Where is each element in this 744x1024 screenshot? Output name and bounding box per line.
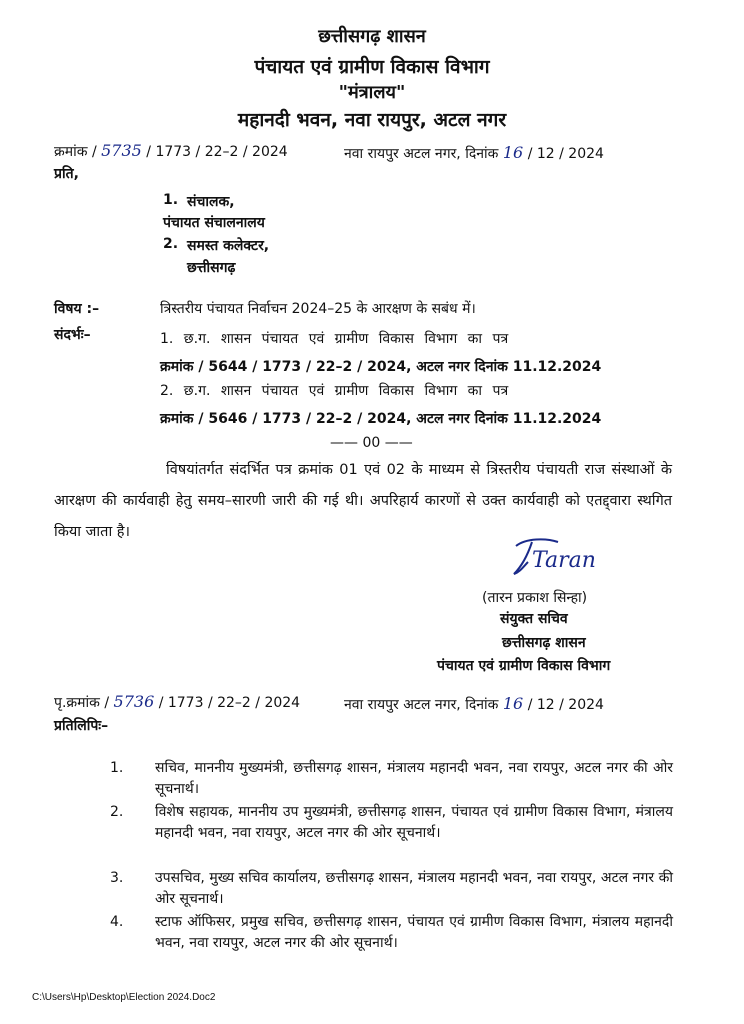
endorsement-place-label: नवा रायपुर अटल नगर, दिनांक bbox=[344, 697, 499, 713]
reference-1-line-1: 1. छ.ग. शासन पंचायत एवं ग्रामीण विकास विभाग का पत्र bbox=[160, 331, 509, 347]
body-paragraph-text: विषयांतर्गत संदर्भित पत्र क्रमांक 01 एवं 02 के माध्यम से त्रिस्तरीय पंचायती राज संस्थाओं के आरक्षण की कार्यवाही हेतु समय–सारणी जारी की गई थी। अपरिहार्य कारणों से उक्त कार्यवाही को एतद्द्वारा स्थगित किया जाता है। bbox=[54, 462, 672, 540]
copy-to-label: प्रतिलिपिः– bbox=[54, 718, 109, 734]
recipient-2-line-1: समस्त कलेक्टर, bbox=[187, 238, 270, 254]
endorsement-number-label: पृ.क्रमांक / bbox=[54, 695, 110, 711]
signatory-designation: संयुक्त सचिव bbox=[500, 611, 568, 627]
copy-1-number: 1. bbox=[110, 760, 124, 776]
endorsement-number-handwritten: 5736 bbox=[113, 692, 155, 711]
footer-file-path: C:\Users\Hp\Desktop\Election 2024.Doc2 bbox=[32, 992, 216, 1003]
recipient-1-line-1: संचालक, bbox=[187, 194, 235, 210]
order-number-rest: / 1773 / 22–2 / 2024 bbox=[146, 144, 288, 160]
letterhead-address: महानदी भवन, नवा रायपुर, अटल नगर bbox=[237, 109, 507, 131]
subject-label: विषय :– bbox=[54, 301, 100, 317]
signature-handwritten bbox=[506, 532, 596, 584]
references-label: संदर्भः– bbox=[54, 327, 91, 343]
signatory-govt: छत्तीसगढ़ शासन bbox=[502, 635, 586, 651]
copy-3-text: उपसचिव, मुख्य सचिव कार्यालय, छत्तीसगढ़ शासन, मंत्रालय महानदी भवन, नवा रायपुर, अटल नगर की ओर सूचनार्थ। bbox=[155, 870, 673, 907]
endorsement-number-rest: / 1773 / 22–2 / 2024 bbox=[158, 695, 301, 711]
prati-label: प्रति, bbox=[54, 166, 79, 182]
signatory-department: पंचायत एवं ग्रामीण विकास विभाग bbox=[437, 658, 611, 674]
reference-1-line-2: क्रमांक / 5644 / 1773 / 22–2 / 2024, अटल नगर दिनांक 11.12.2024 bbox=[160, 359, 602, 375]
reference-2-line-2: क्रमांक / 5646 / 1773 / 22–2 / 2024, अटल नगर दिनांक 11.12.2024 bbox=[160, 411, 602, 427]
recipient-2-number: 2. bbox=[163, 236, 179, 252]
letterhead-department: पंचायत एवं ग्रामीण विकास विभाग bbox=[254, 56, 490, 78]
reference-2-line-1: 2. छ.ग. शासन पंचायत एवं ग्रामीण विकास विभाग का पत्र bbox=[160, 383, 509, 399]
subject-text: त्रिस्तरीय पंचायत निर्वाचन 2024–25 के आरक्षण के सबंध में। bbox=[160, 301, 476, 317]
order-date-rest: / 12 / 2024 bbox=[527, 146, 604, 162]
endorsement-date bbox=[344, 694, 604, 714]
copy-4-text: स्टाफ ऑफिसर, प्रमुख सचिव, छत्तीसगढ़ शासन, पंचायत एवं ग्रामीण विकास विभाग, मंत्रालय महानदी भवन, नवा रायपुर, अटल नगर की ओर सूचनार्थ। bbox=[155, 914, 673, 951]
separator: —— 00 —— bbox=[330, 435, 413, 451]
order-date-handwritten: 16 bbox=[502, 143, 524, 162]
copy-2-text: विशेष सहायक, माननीय उप मुख्यमंत्री, छत्तीसगढ़ शासन, पंचायत एवं ग्रामीण विकास विभाग, मंत्रालय महानदी भवन, नवा रायपुर, अटल नगर की ओर सूचनार्थ। bbox=[155, 804, 673, 841]
copy-2-number: 2. bbox=[110, 804, 124, 820]
letterhead-mantralaya: "मंत्रालय" bbox=[338, 82, 406, 103]
endorsement-date-rest: / 12 / 2024 bbox=[527, 697, 604, 713]
order-number-label: क्रमांक / bbox=[54, 144, 97, 160]
signatory-name: (तारन प्रकाश सिन्हा) bbox=[482, 590, 588, 606]
endorsement-number bbox=[54, 692, 300, 712]
copy-1-text: सचिव, माननीय मुख्यमंत्री, छत्तीसगढ़ शासन, मंत्रालय महानदी भवन, नवा रायपुर, अटल नगर की ओर सूचनार्थ। bbox=[155, 760, 673, 797]
letterhead-line-1: छत्तीसगढ़ शासन bbox=[318, 26, 426, 47]
recipient-2-line-2: छत्तीसगढ़ bbox=[187, 260, 236, 276]
order-number bbox=[54, 141, 288, 161]
recipient-1-number: 1. bbox=[163, 192, 179, 208]
signature-text: Taran bbox=[532, 548, 596, 573]
endorsement-date-handwritten: 16 bbox=[502, 694, 524, 713]
order-number-handwritten: 5735 bbox=[101, 141, 142, 160]
order-place-label: नवा रायपुर अटल नगर, दिनांक bbox=[344, 146, 499, 162]
copy-3-number: 3. bbox=[110, 870, 124, 886]
copy-4-number: 4. bbox=[110, 914, 124, 930]
recipient-1-line-2: पंचायत संचालनालय bbox=[163, 215, 265, 231]
order-date bbox=[344, 143, 604, 163]
